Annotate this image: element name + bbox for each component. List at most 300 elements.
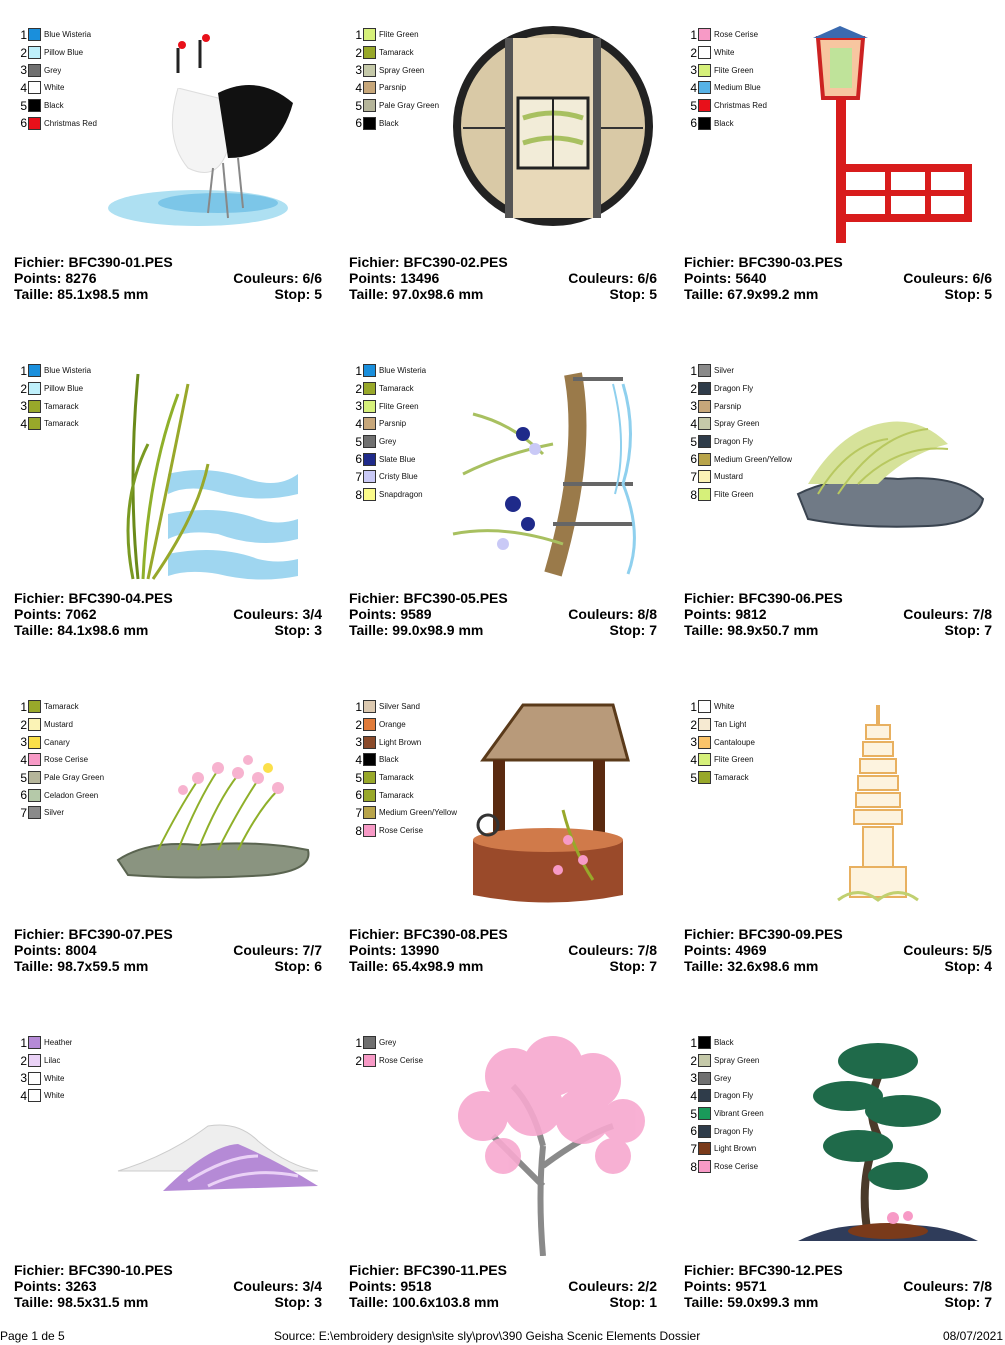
thread-number: 5 xyxy=(20,98,27,113)
thread-color-swatch xyxy=(363,700,376,713)
stitch-points: Points: 5640 xyxy=(684,270,767,286)
thread-number: 1 xyxy=(355,27,362,42)
thread-color-swatch xyxy=(363,771,376,784)
color-count: Couleurs: 8/8 xyxy=(568,606,657,622)
thread-swatch-row xyxy=(353,26,439,44)
design-card xyxy=(670,1008,1005,1344)
thread-list xyxy=(688,26,767,132)
thread-color-swatch xyxy=(28,700,41,713)
stitch-points: Points: 13496 xyxy=(349,270,440,286)
thread-name: Black xyxy=(714,118,734,128)
thread-number: 3 xyxy=(690,399,697,414)
thread-color-swatch xyxy=(698,753,711,766)
thread-list xyxy=(688,698,755,786)
thread-color-swatch xyxy=(363,789,376,802)
thread-name: Black xyxy=(44,101,64,111)
thread-name: Tamarack xyxy=(379,48,414,58)
thread-swatch-row xyxy=(688,1069,764,1087)
thread-number: 4 xyxy=(355,80,362,95)
thread-name: Dragon Fly xyxy=(714,1126,754,1136)
thread-name: Medium Green/Yellow xyxy=(379,808,457,818)
thread-name: Rose Cerise xyxy=(379,826,424,836)
thread-name: Pillow Blue xyxy=(44,48,84,58)
thread-number: 4 xyxy=(690,416,697,431)
thread-color-swatch xyxy=(698,1072,711,1085)
stop-count: Stop: 7 xyxy=(609,622,657,638)
thread-number: 3 xyxy=(20,1071,27,1086)
design-size: Taille: 98.9x50.7 mm xyxy=(684,622,819,638)
thread-swatch-row xyxy=(688,698,755,716)
stop-count: Stop: 7 xyxy=(944,622,992,638)
thread-number: 8 xyxy=(355,823,362,838)
thread-swatch-row xyxy=(353,44,439,62)
thread-name: Parsnip xyxy=(379,83,407,93)
thread-name: Flite Green xyxy=(714,490,754,500)
thread-name: Snapdragon xyxy=(379,490,423,500)
thread-color-swatch xyxy=(28,806,41,819)
thread-swatch-row xyxy=(18,97,97,115)
thread-color-swatch xyxy=(698,1089,711,1102)
thread-number: 5 xyxy=(690,770,697,785)
thread-name: White xyxy=(44,83,65,93)
thread-color-swatch xyxy=(698,46,711,59)
design-size: Taille: 100.6x103.8 mm xyxy=(349,1294,499,1310)
thread-name: Grey xyxy=(379,437,397,447)
design-card xyxy=(335,672,670,1008)
thread-number: 2 xyxy=(355,1053,362,1068)
color-count: Couleurs: 2/2 xyxy=(568,1278,657,1294)
thread-swatch-row xyxy=(688,114,767,132)
thread-swatch-row xyxy=(688,1052,764,1070)
thread-swatch-row xyxy=(18,79,97,97)
thread-color-swatch xyxy=(698,700,711,713)
thread-name: Rose Cerise xyxy=(44,755,89,765)
color-count: Couleurs: 3/4 xyxy=(233,1278,322,1294)
wishing-well-embroidery-image xyxy=(443,690,663,920)
design-card xyxy=(0,1008,335,1344)
thread-color-swatch xyxy=(698,736,711,749)
thread-name: Pale Gray Green xyxy=(379,101,440,111)
thread-color-swatch xyxy=(363,1054,376,1067)
thread-number: 2 xyxy=(355,381,362,396)
thread-swatch-row xyxy=(688,1158,764,1176)
stitch-points: Points: 9571 xyxy=(684,1278,767,1294)
thread-number: 5 xyxy=(690,1106,697,1121)
thread-color-swatch xyxy=(28,364,41,377)
thread-color-swatch xyxy=(363,64,376,77)
thread-color-swatch xyxy=(698,117,711,130)
thread-color-swatch xyxy=(698,417,711,430)
color-count: Couleurs: 7/7 xyxy=(233,942,322,958)
thread-name: Grey xyxy=(44,65,62,75)
thread-color-swatch xyxy=(363,736,376,749)
thread-number: 4 xyxy=(355,752,362,767)
thread-list xyxy=(353,1034,423,1069)
stitch-points: Points: 9518 xyxy=(349,1278,432,1294)
thread-name: Black xyxy=(714,1038,734,1048)
thread-number: 1 xyxy=(20,363,27,378)
thread-number: 7 xyxy=(355,469,362,484)
thread-number: 3 xyxy=(20,63,27,78)
design-info xyxy=(14,590,322,638)
thread-swatch-row xyxy=(353,804,457,822)
thread-number: 3 xyxy=(355,399,362,414)
thread-swatch-row xyxy=(18,61,97,79)
thread-swatch-row xyxy=(18,716,104,734)
thread-swatch-row xyxy=(353,822,457,840)
design-size: Taille: 98.7x59.5 mm xyxy=(14,958,149,974)
thread-color-swatch xyxy=(28,789,41,802)
thread-color-swatch xyxy=(698,435,711,448)
thread-number: 6 xyxy=(20,116,27,131)
thread-number: 1 xyxy=(355,363,362,378)
thread-swatch-row xyxy=(353,786,457,804)
thread-name: Silver xyxy=(44,808,65,818)
stop-count: Stop: 5 xyxy=(274,286,322,302)
file-name: Fichier: BFC390-06.PES xyxy=(684,590,843,606)
thread-number: 4 xyxy=(20,416,27,431)
design-size: Taille: 99.0x98.9 mm xyxy=(349,622,484,638)
thread-number: 4 xyxy=(355,416,362,431)
thread-swatch-row xyxy=(18,415,91,433)
thread-color-swatch xyxy=(28,64,41,77)
thread-name: Medium Blue xyxy=(714,83,761,93)
thread-swatch-row xyxy=(353,751,457,769)
color-count: Couleurs: 7/8 xyxy=(903,1278,992,1294)
thread-name: Dragon Fly xyxy=(714,384,754,394)
thread-swatch-row xyxy=(18,786,104,804)
thread-swatch-row xyxy=(353,468,426,486)
design-card xyxy=(335,336,670,672)
file-name: Fichier: BFC390-05.PES xyxy=(349,590,508,606)
thread-number: 2 xyxy=(355,717,362,732)
thread-number: 8 xyxy=(690,487,697,502)
thread-number: 5 xyxy=(355,434,362,449)
thread-number: 7 xyxy=(690,469,697,484)
thread-name: Tamarack xyxy=(379,384,414,394)
stop-count: Stop: 3 xyxy=(274,1294,322,1310)
thread-swatch-row xyxy=(353,486,426,504)
cherry-tree-embroidery-image xyxy=(443,1026,663,1256)
design-card xyxy=(335,1008,670,1344)
thread-name: Mustard xyxy=(714,472,743,482)
file-name: Fichier: BFC390-02.PES xyxy=(349,254,508,270)
thread-color-swatch xyxy=(363,117,376,130)
thread-color-swatch xyxy=(28,99,41,112)
thread-number: 6 xyxy=(690,116,697,131)
thread-number: 2 xyxy=(690,1053,697,1068)
thread-swatch-row xyxy=(353,698,457,716)
design-info xyxy=(14,926,322,974)
thread-swatch-row xyxy=(688,1087,764,1105)
thread-swatch-row xyxy=(353,716,457,734)
thread-name: Flite Green xyxy=(379,30,419,40)
thread-color-swatch xyxy=(28,81,41,94)
thread-color-swatch xyxy=(28,753,41,766)
thread-number: 6 xyxy=(690,1124,697,1139)
design-size: Taille: 97.0x98.6 mm xyxy=(349,286,484,302)
thread-name: Grey xyxy=(714,1073,732,1083)
thread-color-swatch xyxy=(363,435,376,448)
thread-name: Tamarack xyxy=(44,401,79,411)
stop-count: Stop: 5 xyxy=(944,286,992,302)
thread-number: 3 xyxy=(690,63,697,78)
thread-number: 1 xyxy=(690,699,697,714)
thread-color-swatch xyxy=(698,1142,711,1155)
design-card xyxy=(0,336,335,672)
thread-swatch-row xyxy=(18,1052,72,1070)
thread-color-swatch xyxy=(363,488,376,501)
thread-name: Flite Green xyxy=(714,65,754,75)
stop-count: Stop: 5 xyxy=(609,286,657,302)
thread-name: Flite Green xyxy=(714,755,754,765)
thread-name: Spray Green xyxy=(379,65,425,75)
thread-swatch-row xyxy=(18,44,97,62)
thread-swatch-row xyxy=(688,362,792,380)
lantern-bridge-embroidery-image xyxy=(778,18,998,248)
thread-swatch-row xyxy=(688,79,767,97)
file-name: Fichier: BFC390-03.PES xyxy=(684,254,843,270)
thread-swatch-row xyxy=(18,362,91,380)
thread-name: Tan Light xyxy=(714,720,747,730)
thread-color-swatch xyxy=(28,417,41,430)
thread-color-swatch xyxy=(28,117,41,130)
thread-list xyxy=(688,362,792,504)
thread-swatch-row xyxy=(353,397,426,415)
thread-name: Christmas Red xyxy=(714,101,767,111)
thread-swatch-row xyxy=(353,433,426,451)
thread-number: 8 xyxy=(355,487,362,502)
thread-list xyxy=(18,362,91,433)
file-name: Fichier: BFC390-04.PES xyxy=(14,590,173,606)
thread-swatch-row xyxy=(688,61,767,79)
thread-number: 3 xyxy=(20,399,27,414)
thread-list xyxy=(688,1034,764,1176)
thread-number: 1 xyxy=(690,27,697,42)
thread-swatch-row xyxy=(353,362,426,380)
thread-number: 1 xyxy=(355,1035,362,1050)
thread-name: Cantaloupe xyxy=(714,737,755,747)
thread-color-swatch xyxy=(698,470,711,483)
thread-number: 6 xyxy=(355,788,362,803)
file-name: Fichier: BFC390-11.PES xyxy=(349,1262,507,1278)
thread-swatch-row xyxy=(18,1087,72,1105)
print-date: 08/07/2021 xyxy=(942,1329,1003,1343)
thread-list xyxy=(18,1034,72,1105)
thread-swatch-row xyxy=(688,380,792,398)
thread-color-swatch xyxy=(363,382,376,395)
thread-number: 1 xyxy=(355,699,362,714)
thread-number: 4 xyxy=(20,80,27,95)
thread-color-swatch xyxy=(698,364,711,377)
thread-number: 6 xyxy=(355,116,362,131)
design-info xyxy=(14,254,322,302)
thread-color-swatch xyxy=(698,400,711,413)
file-name: Fichier: BFC390-10.PES xyxy=(14,1262,173,1278)
thread-number: 1 xyxy=(690,363,697,378)
thread-color-swatch xyxy=(28,400,41,413)
thread-swatch-row xyxy=(688,97,767,115)
thread-swatch-row xyxy=(18,733,104,751)
thread-swatch-row xyxy=(688,468,792,486)
design-info xyxy=(349,926,657,974)
color-count: Couleurs: 7/8 xyxy=(903,606,992,622)
thread-list xyxy=(353,698,457,840)
design-size: Taille: 84.1x98.6 mm xyxy=(14,622,149,638)
thread-number: 2 xyxy=(690,717,697,732)
source-path: Source: E:\embroidery design\site sly\prov\390 Geisha Scenic Elements Dossier xyxy=(274,1329,701,1343)
thread-name: Tamarack xyxy=(44,419,79,429)
thread-number: 2 xyxy=(690,45,697,60)
bonsai-tree-embroidery-image xyxy=(778,1026,998,1256)
thread-name: Mustard xyxy=(44,720,73,730)
thread-name: Dragon Fly xyxy=(714,437,754,447)
thread-name: Blue Wisteria xyxy=(44,366,92,376)
thread-swatch-row xyxy=(688,1034,764,1052)
thread-color-swatch xyxy=(698,488,711,501)
stop-count: Stop: 7 xyxy=(609,958,657,974)
thread-color-swatch xyxy=(698,1160,711,1173)
thread-number: 6 xyxy=(690,452,697,467)
thread-swatch-row xyxy=(688,26,767,44)
thread-number: 2 xyxy=(355,45,362,60)
thread-swatch-row xyxy=(18,1069,72,1087)
pagoda-embroidery-image xyxy=(778,690,998,920)
thread-number: 1 xyxy=(20,699,27,714)
thread-name: White xyxy=(44,1091,65,1101)
design-size: Taille: 59.0x99.3 mm xyxy=(684,1294,819,1310)
thread-swatch-row xyxy=(353,97,439,115)
file-name: Fichier: BFC390-12.PES xyxy=(684,1262,843,1278)
thread-swatch-row xyxy=(353,114,439,132)
thread-swatch-row xyxy=(688,415,792,433)
stop-count: Stop: 3 xyxy=(274,622,322,638)
thread-swatch-row xyxy=(688,433,792,451)
thread-color-swatch xyxy=(363,81,376,94)
design-card xyxy=(0,672,335,1008)
thread-number: 4 xyxy=(690,752,697,767)
thread-color-swatch xyxy=(363,417,376,430)
thread-swatch-row xyxy=(18,804,104,822)
thread-color-swatch xyxy=(28,1036,41,1049)
thread-number: 7 xyxy=(20,805,27,820)
design-info xyxy=(684,254,992,302)
thread-color-swatch xyxy=(698,64,711,77)
thread-name: Tamarack xyxy=(379,773,414,783)
thread-name: Lilac xyxy=(44,1056,61,1066)
thread-name: Celadon Green xyxy=(44,790,99,800)
thread-swatch-row xyxy=(18,114,97,132)
thread-name: Light Brown xyxy=(379,737,422,747)
thread-name: Blue Wisteria xyxy=(44,30,92,40)
thread-swatch-row xyxy=(18,380,91,398)
stop-count: Stop: 1 xyxy=(609,1294,657,1310)
thread-name: Silver Sand xyxy=(379,702,420,712)
thread-swatch-row xyxy=(18,751,104,769)
thread-color-swatch xyxy=(28,46,41,59)
stitch-points: Points: 9812 xyxy=(684,606,767,622)
design-size: Taille: 67.9x99.2 mm xyxy=(684,286,819,302)
design-info xyxy=(684,1262,992,1310)
thread-name: Rose Cerise xyxy=(714,1162,759,1172)
design-info xyxy=(684,926,992,974)
stitch-points: Points: 3263 xyxy=(14,1278,97,1294)
design-card xyxy=(670,672,1005,1008)
thread-number: 3 xyxy=(20,735,27,750)
thread-color-swatch xyxy=(698,1054,711,1067)
thread-number: 7 xyxy=(355,805,362,820)
thread-swatch-row xyxy=(688,716,755,734)
design-size: Taille: 85.1x98.5 mm xyxy=(14,286,149,302)
thread-number: 5 xyxy=(20,770,27,785)
thread-name: Dragon Fly xyxy=(714,1091,754,1101)
thread-color-swatch xyxy=(698,1036,711,1049)
thread-list xyxy=(18,26,97,132)
thread-swatch-row xyxy=(18,26,97,44)
thread-color-swatch xyxy=(363,453,376,466)
thread-color-swatch xyxy=(698,81,711,94)
thread-number: 3 xyxy=(355,735,362,750)
stitch-points: Points: 4969 xyxy=(684,942,767,958)
thread-name: Parsnip xyxy=(379,419,407,429)
thread-number: 5 xyxy=(690,98,697,113)
design-info xyxy=(349,254,657,302)
thread-number: 5 xyxy=(355,98,362,113)
thread-number: 4 xyxy=(690,80,697,95)
thread-swatch-row xyxy=(18,698,104,716)
thread-swatch-row xyxy=(353,79,439,97)
thread-swatch-row xyxy=(353,769,457,787)
design-card xyxy=(670,336,1005,672)
thread-swatch-row xyxy=(688,769,755,787)
thread-name: Tamarack xyxy=(379,790,414,800)
design-size: Taille: 32.6x98.6 mm xyxy=(684,958,819,974)
thread-swatch-row xyxy=(353,380,426,398)
color-count: Couleurs: 6/6 xyxy=(233,270,322,286)
file-name: Fichier: BFC390-08.PES xyxy=(349,926,508,942)
thread-swatch-row xyxy=(18,397,91,415)
thread-color-swatch xyxy=(363,753,376,766)
stitch-points: Points: 9589 xyxy=(349,606,432,622)
round-window-embroidery-image xyxy=(443,18,663,248)
thread-swatch-row xyxy=(353,1034,423,1052)
thread-name: Rose Cerise xyxy=(379,1056,424,1066)
stop-count: Stop: 4 xyxy=(944,958,992,974)
thread-list xyxy=(18,698,104,822)
thread-swatch-row xyxy=(688,44,767,62)
thread-number: 5 xyxy=(355,770,362,785)
thread-color-swatch xyxy=(698,1125,711,1138)
thread-color-swatch xyxy=(28,1054,41,1067)
design-size: Taille: 98.5x31.5 mm xyxy=(14,1294,149,1310)
thread-name: Christmas Red xyxy=(44,118,97,128)
thread-number: 1 xyxy=(690,1035,697,1050)
thread-name: White xyxy=(44,1073,65,1083)
design-info xyxy=(349,1262,657,1310)
thread-name: Slate Blue xyxy=(379,454,416,464)
design-card xyxy=(670,0,1005,336)
thread-name: Canary xyxy=(44,737,70,747)
thread-name: Spray Green xyxy=(714,419,760,429)
file-name: Fichier: BFC390-09.PES xyxy=(684,926,843,942)
thread-color-swatch xyxy=(698,28,711,41)
thread-name: Black xyxy=(379,118,399,128)
thread-swatch-row xyxy=(688,733,755,751)
stitch-points: Points: 8004 xyxy=(14,942,97,958)
thread-swatch-row xyxy=(353,1052,423,1070)
thread-swatch-row xyxy=(353,415,426,433)
iris-waterfall-embroidery-image xyxy=(443,354,663,584)
